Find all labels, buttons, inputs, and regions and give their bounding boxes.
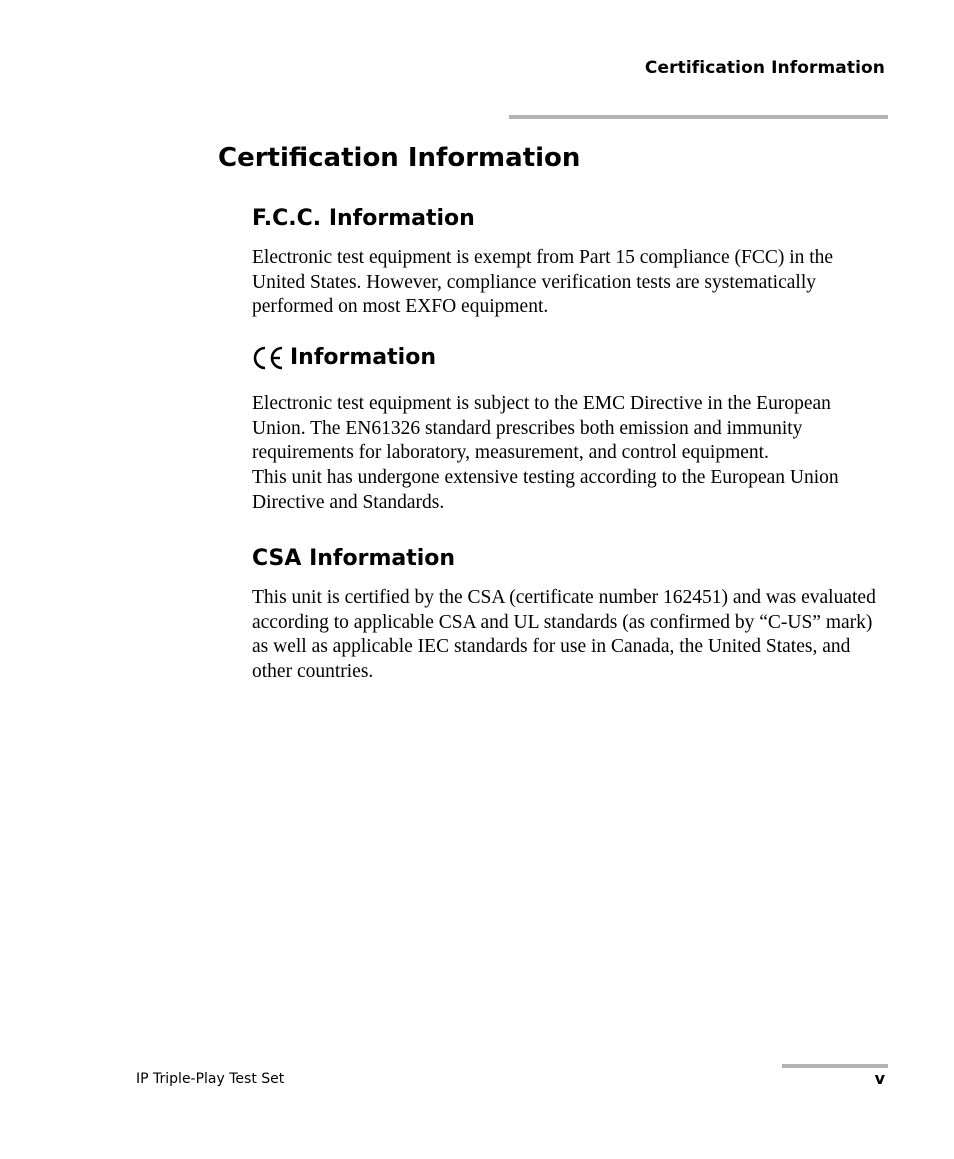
ce-mark-icon [252, 345, 284, 379]
section-body-ce-2: This unit has undergone extensive testing according to the European Union Directive and Standards. [252, 467, 839, 513]
section-body-csa: This unit is certified by the CSA (certificate number 162451) and was evaluated according to applicable CSA and UL standards (as confirmed by “C-US” mark) as well as applicable IEC standards for use in Canada, the United States, and other countries. [252, 587, 876, 683]
section-body-ce-1: Electronic test equipment is subject to the EMC Directive in the European Union. The EN61326 standard prescribes both emission and immunity requirements for laboratory, measurement, and control equipment. [252, 393, 831, 464]
footer-doc-title: IP Triple-Play Test Set [136, 1071, 285, 1087]
running-header: Certification Information [644, 58, 885, 78]
section-heading-csa: CSA Information [252, 546, 456, 571]
section-heading-fcc: F.C.C. Information [252, 206, 475, 231]
section-csa [252, 545, 888, 685]
section-body-fcc: Electronic test equipment is exempt from Part 15 compliance (FCC) in the United States. However, compliance verification tests are systematically performed on most EXFO equipment. [252, 247, 834, 318]
header-rule [509, 115, 888, 119]
section-heading-ce-wrapper [252, 344, 888, 379]
page-title: Certification Information [218, 143, 581, 173]
footer-rule [782, 1064, 888, 1068]
section-ce [252, 344, 888, 516]
section-fcc [252, 205, 888, 320]
page-number: v [874, 1069, 885, 1088]
section-heading-ce: Information [290, 345, 436, 370]
